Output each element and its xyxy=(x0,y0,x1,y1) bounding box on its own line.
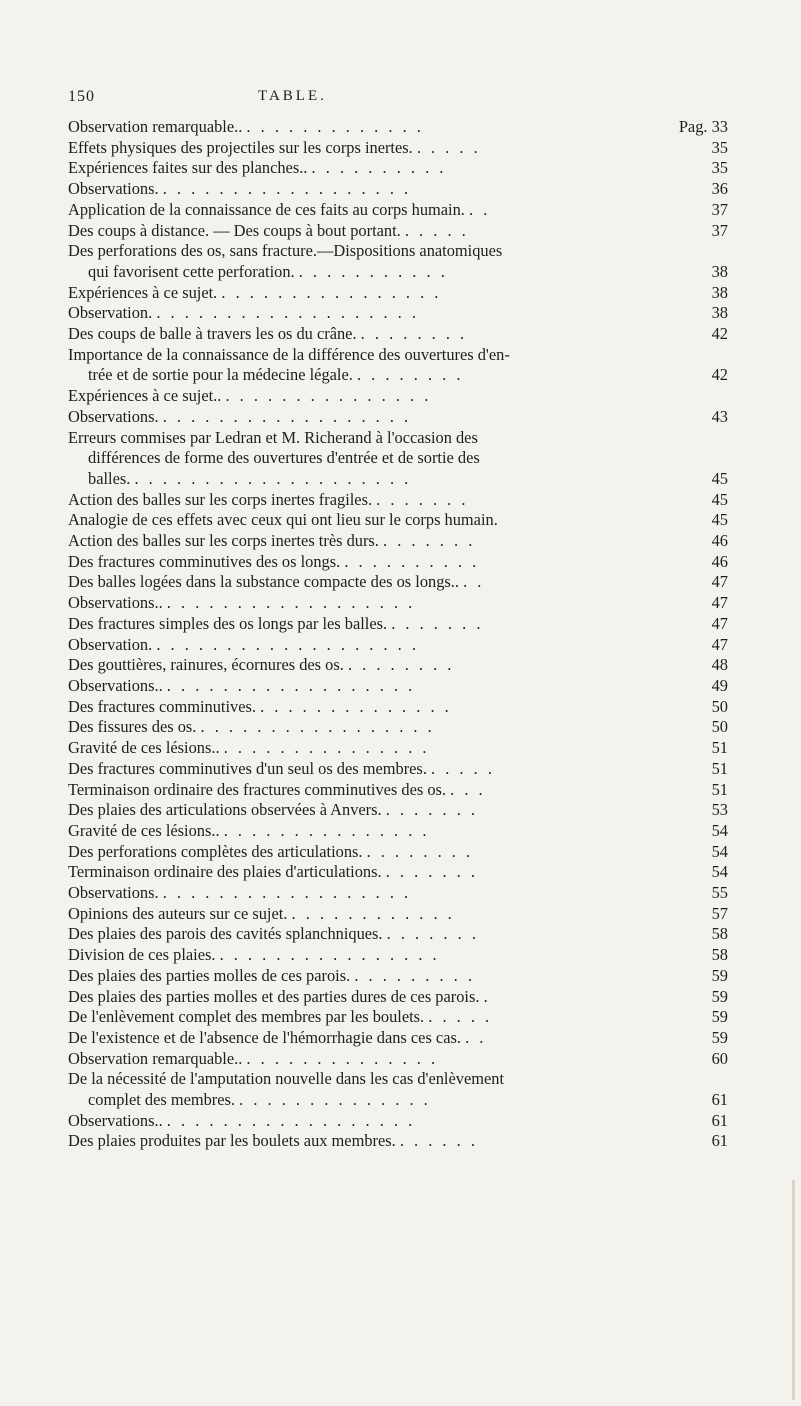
toc-entry xyxy=(68,572,728,593)
dot-leader: . . . . . . . . . . xyxy=(344,551,480,571)
dot-leader: . . . xyxy=(450,779,486,799)
toc-entry xyxy=(68,738,728,759)
toc-entry xyxy=(68,200,728,221)
toc-entry xyxy=(68,862,728,883)
toc-entry xyxy=(68,697,728,718)
dot-leader: . . . . . . . . xyxy=(347,655,455,675)
toc-entry-text: Des plaies des parois des cavités splanchniques. . . . . . . . xyxy=(68,924,479,944)
toc-entry xyxy=(68,241,728,282)
toc-entry xyxy=(68,179,728,200)
dot-leader: . . . . . . . . . xyxy=(354,965,475,985)
toc-page-number: 58 xyxy=(711,924,728,944)
toc-entry-text: Observations. . . . . . . . . . . . . . . . . . . xyxy=(68,406,412,426)
toc-entry xyxy=(68,883,728,904)
toc-page-number: 45 xyxy=(711,468,728,488)
toc-page-number: 38 xyxy=(711,261,728,281)
toc-entry xyxy=(68,283,728,304)
toc-entry xyxy=(68,945,728,966)
toc-page-number: 36 xyxy=(711,179,728,199)
toc-entry-text: Des fractures comminutives d'un seul os des membres. . . . . . xyxy=(68,758,495,778)
dot-leader: . . . . . . . . . . . . . . . . . . xyxy=(166,593,416,613)
toc-page-number: 35 xyxy=(711,158,728,178)
toc-entry xyxy=(68,924,728,945)
toc-entry-text: De l'enlèvement complet des membres par les boulets. . . . . . xyxy=(68,1007,493,1027)
dot-leader: . . . . . . . . . . . . . . . xyxy=(223,738,430,758)
toc-entry-text: Importance de la connaissance de la différence des ouvertures d'en- xyxy=(68,344,510,364)
dot-leader: . . . . . . . . . . . . . . . . . . xyxy=(162,179,412,199)
toc-entry xyxy=(68,1028,728,1049)
dot-leader: . . . . . . . . . . . . . . . . . xyxy=(200,717,435,737)
toc-entry-text: De la nécessité de l'amputation nouvelle dans les cas d'enlèvement xyxy=(68,1069,505,1089)
toc-entry xyxy=(68,821,728,842)
toc-page-number: 37 xyxy=(711,199,728,219)
dot-leader: . . . . . . . xyxy=(385,862,478,882)
toc-entry xyxy=(68,1111,728,1132)
toc-page-number: 37 xyxy=(711,220,728,240)
toc-entry-text: Application de la connaissance de ces faits au corps humain. . . xyxy=(68,199,491,219)
toc-page-number: 51 xyxy=(711,779,728,799)
toc-page-number: 38 xyxy=(711,282,728,302)
toc-entry-text: Expériences faites sur des planches.. . . . . . . . . . . xyxy=(68,158,447,178)
toc-entry-text: Expériences à ce sujet.. . . . . . . . . . . . . . . . xyxy=(68,386,432,406)
toc-entry xyxy=(68,407,728,428)
toc-entry-text: Des gouttières, rainures, écornures des os. . . . . . . . . xyxy=(68,655,455,675)
dot-leader: . . . . . xyxy=(428,1007,493,1027)
dot-leader: . . xyxy=(469,199,491,219)
dot-leader: . . . . . . . xyxy=(391,613,484,633)
toc-entry-text: Terminaison ordinaire des fractures comminutives des os. . . . xyxy=(68,779,486,799)
toc-page-number: 58 xyxy=(711,945,728,965)
toc-entry-text: Observation. . . . . . . . . . . . . . . . . . . . xyxy=(68,634,419,654)
toc-page-number: 59 xyxy=(711,986,728,1006)
dot-leader: . . . . . . . . xyxy=(366,841,474,861)
toc-entry xyxy=(68,987,728,1008)
dot-leader: . . . . . . . . . . . . . . . . . . . . xyxy=(134,468,412,488)
dot-leader: . . . . . . . . . . . . . . . . . . xyxy=(162,406,412,426)
toc-page-number: 59 xyxy=(711,1027,728,1047)
toc-page-number: 47 xyxy=(711,613,728,633)
toc-entry xyxy=(68,531,728,552)
toc-entry xyxy=(68,510,728,531)
toc-entry-text: Observations. . . . . . . . . . . . . . . . . . . xyxy=(68,179,412,199)
dot-leader: . . . . . . xyxy=(399,1131,478,1151)
dot-leader: . . xyxy=(465,1027,487,1047)
toc-entry xyxy=(68,635,728,656)
toc-page-number: 47 xyxy=(711,593,728,613)
toc-entry-text: Terminaison ordinaire des plaies d'articulations. . . . . . . . xyxy=(68,862,478,882)
toc-entry xyxy=(68,138,728,159)
dot-leader: . . . . . . . . . . . xyxy=(298,261,448,281)
toc-entry-text: Des perforations complètes des articulations. . . . . . . . . xyxy=(68,841,474,861)
toc-entry-text: Observations.. . . . . . . . . . . . . . . . . . . xyxy=(68,593,416,613)
toc-page-number: 54 xyxy=(711,820,728,840)
toc-entry-text: De l'existence et de l'absence de l'hémorrhagie dans ces cas. . . xyxy=(68,1027,487,1047)
dot-leader: . . . . . . . . xyxy=(356,365,464,385)
toc-page-number: 48 xyxy=(711,655,728,675)
page-edge-shadow xyxy=(792,1180,795,1400)
toc-entry xyxy=(68,842,728,863)
dot-leader: . . . . . . . xyxy=(385,800,478,820)
toc-page-number: 50 xyxy=(711,696,728,716)
toc-entry xyxy=(68,1131,728,1152)
toc-entry xyxy=(68,614,728,635)
toc-page-number: 49 xyxy=(711,675,728,695)
toc-entry xyxy=(68,676,728,697)
toc-entry-text: Des coups à distance. — Des coups à bout portant. . . . . . xyxy=(68,220,469,240)
dot-leader: . . . . . . . xyxy=(386,924,479,944)
dot-leader: . . . . . . . . . . . . . . . xyxy=(223,820,430,840)
toc-entry-text: Des plaies des articulations observées à Anvers. . . . . . . . xyxy=(68,800,478,820)
toc-entry-text: différences de forme des ouvertures d'entrée et de sortie des xyxy=(88,448,480,468)
dot-leader: . . . . . xyxy=(416,137,481,157)
toc-entry-text: Des plaies des parties molles de ces parois. . . . . . . . . . xyxy=(68,965,475,985)
toc-page-number: 47 xyxy=(711,634,728,654)
dot-leader: . . . . . . . . . . . . . . xyxy=(260,696,452,716)
toc-page-number: 61 xyxy=(711,1090,728,1110)
toc-entry-text: Des fissures des os. . . . . . . . . . . . . . . . . . xyxy=(68,717,435,737)
dot-leader: . . . . . . . . . . . . . . xyxy=(239,1090,431,1110)
toc-page-number: 35 xyxy=(711,137,728,157)
dot-leader: . . . . . . . . . . . . . . . . . . . xyxy=(156,634,419,654)
dot-leader: . . . . . . . . . . . . . . . . . . . xyxy=(156,303,419,323)
toc-entry-text: Des plaies produites par les boulets aux membres. . . . . . . xyxy=(68,1131,478,1151)
toc-entry-text: Observation. . . . . . . . . . . . . . . . . . . . xyxy=(68,303,419,323)
toc-entry xyxy=(68,345,728,386)
toc-page-number: 50 xyxy=(711,717,728,737)
toc-entry-text: Observation remarquable.. . . . . . . . . . . . . . . xyxy=(68,1048,439,1068)
toc-entry-text: complet des membres. . . . . . . . . . . . . . . xyxy=(88,1090,431,1110)
toc-entry-text: Expériences à ce sujet. . . . . . . . . . . . . . . . . xyxy=(68,282,442,302)
toc-entry xyxy=(68,552,728,573)
toc-entry xyxy=(68,1007,728,1028)
toc-page-number: 38 xyxy=(711,303,728,323)
dot-leader: . . . . . . . . . . . . . . . . . . xyxy=(166,675,416,695)
toc-page-number: 51 xyxy=(711,738,728,758)
toc-entry-text: Des plaies des parties molles et des parties dures de ces parois. . xyxy=(68,986,491,1006)
toc-entry xyxy=(68,428,728,490)
dot-leader: . xyxy=(483,986,491,1006)
toc-page-number: 55 xyxy=(711,883,728,903)
toc-entry xyxy=(68,324,728,345)
toc-entry-text: Action des balles sur les corps inertes fragiles. . . . . . . . xyxy=(68,489,469,509)
toc-entry xyxy=(68,1049,728,1070)
toc-entry xyxy=(68,593,728,614)
toc-entry-text: Des coups de balle à travers les os du crâne. . . . . . . . . xyxy=(68,324,468,344)
toc-page-number: 59 xyxy=(711,965,728,985)
toc-entry-text: Observations. . . . . . . . . . . . . . . . . . . xyxy=(68,883,412,903)
toc-entry xyxy=(68,221,728,242)
toc-page-number: Pag. 33 xyxy=(678,117,728,136)
table-of-contents xyxy=(68,117,728,1152)
toc-entry xyxy=(68,1069,728,1110)
dot-leader: . . . . . . . . . . . . . . . . xyxy=(219,945,440,965)
toc-page-number: 54 xyxy=(711,841,728,861)
dot-leader: . . . . . . . . . . . . . . . . . . xyxy=(162,883,412,903)
toc-page-number: 46 xyxy=(711,551,728,571)
running-title: TABLE. xyxy=(258,88,327,104)
toc-entry xyxy=(68,490,728,511)
dot-leader: . . xyxy=(463,572,485,592)
toc-entry-text: Division de ces plaies. . . . . . . . . . . . . . . . . xyxy=(68,945,440,965)
toc-entry-text: qui favorisent cette perforation. . . . . . . . . . . . xyxy=(88,261,448,281)
dot-leader: . . . . . . . . xyxy=(360,324,468,344)
dot-leader: . . . . . . . xyxy=(383,531,476,551)
toc-entry xyxy=(68,800,728,821)
toc-entry-text: balles. . . . . . . . . . . . . . . . . . . . . xyxy=(88,468,412,488)
dot-leader: . . . . . . . . . . . . xyxy=(291,903,455,923)
toc-page-number: 59 xyxy=(711,1007,728,1027)
dot-leader: . . . . . . . xyxy=(376,489,469,509)
toc-entry xyxy=(68,717,728,738)
toc-entry-text: Des fractures comminutives. . . . . . . . . . . . . . . xyxy=(68,696,452,716)
toc-entry xyxy=(68,303,728,324)
toc-entry xyxy=(68,966,728,987)
toc-entry-text: Effets physiques des projectiles sur les corps inertes. . . . . . xyxy=(68,137,481,157)
toc-entry-text: Observation remarquable.. . . . . . . . . . . . . . xyxy=(68,117,424,136)
toc-entry-text: Gravité de ces lésions.. . . . . . . . . . . . . . . . xyxy=(68,738,430,758)
toc-entry xyxy=(68,158,728,179)
toc-page-number: 61 xyxy=(711,1131,728,1151)
toc-page-number: 53 xyxy=(711,800,728,820)
dot-leader: . . . . . xyxy=(431,758,495,778)
toc-page-number: 45 xyxy=(711,489,728,509)
toc-entry-text: Observations.. . . . . . . . . . . . . . . . . . . xyxy=(68,675,416,695)
toc-entry-text: Des fractures simples des os longs par les balles. . . . . . . . xyxy=(68,613,484,633)
toc-entry-text: Des balles logées dans la substance compacte des os longs.. . . xyxy=(68,572,485,592)
page-header xyxy=(68,88,528,112)
dot-leader: . . . . . xyxy=(404,220,469,240)
toc-entry-text: Observations.. . . . . . . . . . . . . . . . . . . xyxy=(68,1110,416,1130)
toc-page-number: 51 xyxy=(711,758,728,778)
toc-entry xyxy=(68,780,728,801)
toc-entry-text: Action des balles sur les corps inertes très durs. . . . . . . . xyxy=(68,531,476,551)
toc-page-number: 61 xyxy=(711,1110,728,1130)
dot-leader: . . . . . . . . . . xyxy=(311,158,447,178)
dot-leader: . . . . . . . . . . . . . . xyxy=(246,1048,439,1068)
toc-entry xyxy=(68,904,728,925)
dot-leader: . . . . . . . . . . . . . xyxy=(246,117,424,136)
toc-entry xyxy=(68,386,728,407)
toc-page-number: 42 xyxy=(711,365,728,385)
toc-entry-text: Des fractures comminutives des os longs. . . . . . . . . . . xyxy=(68,551,480,571)
toc-entry-text: Gravité de ces lésions.. . . . . . . . . . . . . . . . xyxy=(68,820,430,840)
page-number: 150 xyxy=(68,88,95,105)
toc-page-number: 47 xyxy=(711,572,728,592)
toc-entry-text: Analogie de ces effets avec ceux qui ont lieu sur le corps humain. xyxy=(68,510,498,530)
toc-entry xyxy=(68,655,728,676)
toc-entry-text: Erreurs commises par Ledran et M. Richerand à l'occasion des xyxy=(68,427,478,447)
toc-page-number: 42 xyxy=(711,324,728,344)
toc-page-number: 46 xyxy=(711,531,728,551)
toc-page-number: 43 xyxy=(711,406,728,426)
dot-leader: . . . . . . . . . . . . . . . xyxy=(225,386,432,406)
dot-leader: . . . . . . . . . . . . . . . . . . xyxy=(166,1110,416,1130)
toc-page-number: 54 xyxy=(711,862,728,882)
toc-entry-text: Des perforations des os, sans fracture.—Dispositions anatomiques xyxy=(68,241,503,261)
toc-entry xyxy=(68,759,728,780)
toc-entry-text: Opinions des auteurs sur ce sujet. . . . . . . . . . . . . xyxy=(68,903,455,923)
toc-page-number: 45 xyxy=(711,510,728,530)
toc-page-number: 57 xyxy=(711,903,728,923)
toc-entry xyxy=(68,117,728,138)
toc-entry-text: trée et de sortie pour la médecine légale. . . . . . . . . xyxy=(88,365,464,385)
toc-page-number: 60 xyxy=(711,1048,728,1068)
dot-leader: . . . . . . . . . . . . . . . . xyxy=(221,282,442,302)
